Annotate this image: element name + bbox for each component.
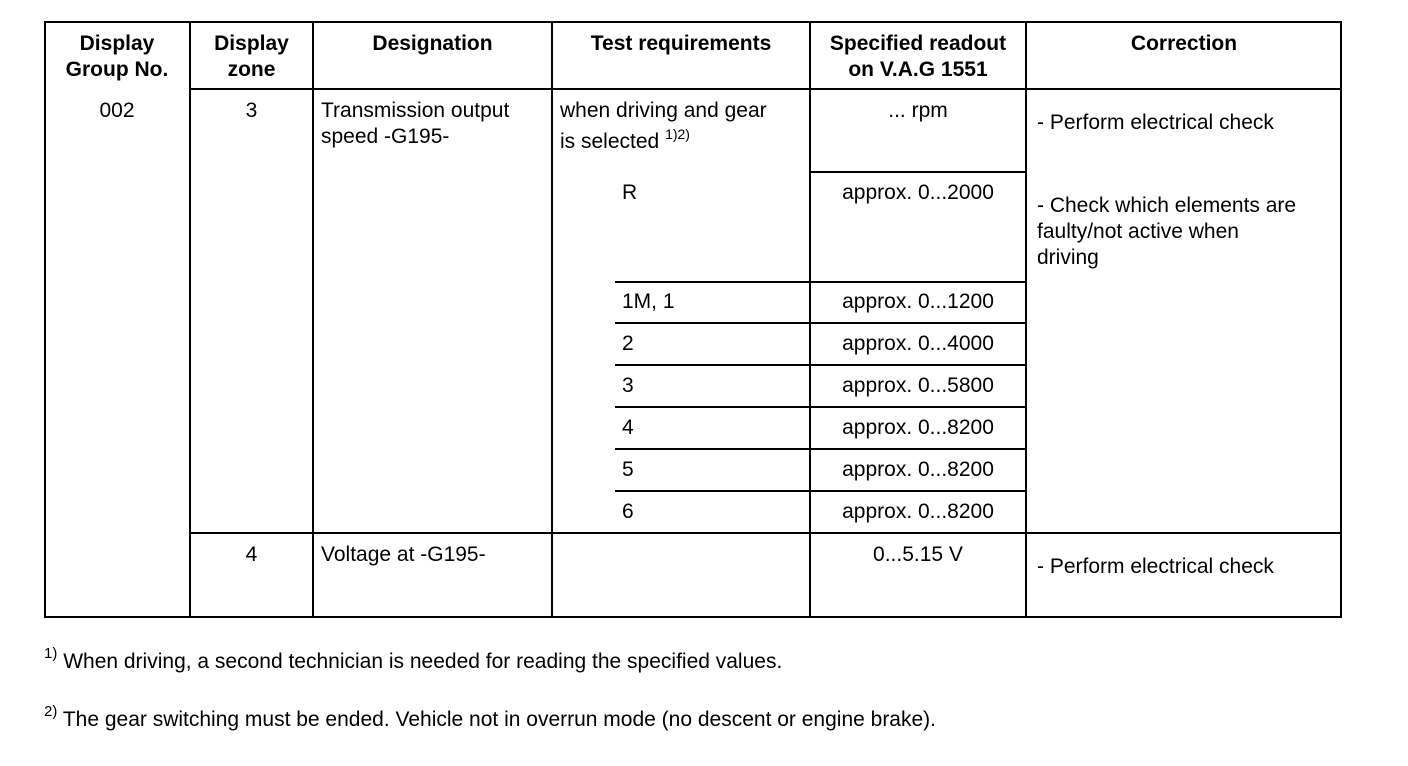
test-condition-line2-text: is selected xyxy=(560,130,660,153)
gear-sep-1 xyxy=(615,281,1026,283)
gear-sep-2 xyxy=(615,322,1026,324)
header-test-requirements: Test requirements xyxy=(590,32,772,55)
gear-label-4: 4 xyxy=(622,416,634,439)
footnote-2 xyxy=(44,703,936,733)
col-sep-3 xyxy=(551,21,553,618)
gear-value-r: approx. 0...2000 xyxy=(842,181,994,204)
correction-electrical-check-1: - Perform electrical check xyxy=(1037,111,1274,134)
gear-label-1m-1: 1M, 1 xyxy=(622,290,675,313)
footnote-1-mark: 1) xyxy=(44,645,58,662)
designation-line1: Transmission output xyxy=(321,99,510,122)
zone-3-number: 3 xyxy=(245,99,258,122)
footnote-2-mark: 2) xyxy=(44,703,58,720)
gear-value-3: approx. 0...5800 xyxy=(842,374,994,397)
test-condition-line1: when driving and gear xyxy=(560,99,767,122)
gear-label-6: 6 xyxy=(622,500,634,523)
header-bottom-line xyxy=(190,88,1342,90)
header-readout-line1: Specified readout xyxy=(829,32,1007,55)
designation-transmission-output-speed xyxy=(321,98,509,150)
gear-value-1m-1: approx. 0...1200 xyxy=(842,290,994,313)
header-correction: Correction xyxy=(1130,32,1238,55)
designation-voltage-g195: Voltage at -G195- xyxy=(321,543,486,566)
header-display-group-line1: Display xyxy=(79,32,155,55)
header-display-group-line2: Group No. xyxy=(65,58,169,81)
group-number: 002 xyxy=(99,99,135,122)
header-display-zone-line2: zone xyxy=(227,58,276,81)
correction-electrical-check-2: - Perform electrical check xyxy=(1037,555,1274,578)
gear-value-6: approx. 0...8200 xyxy=(842,500,994,523)
header-designation: Designation xyxy=(372,32,493,55)
gear-value-5: approx. 0...8200 xyxy=(842,458,994,481)
correction-check-line3: driving xyxy=(1037,246,1099,269)
header-display-group xyxy=(44,23,190,83)
correction-check-line2: faulty/not active when xyxy=(1037,220,1239,243)
readout-voltage: 0...5.15 V xyxy=(873,543,963,566)
header-display-zone-line1: Display xyxy=(214,32,289,55)
test-condition-line2 xyxy=(560,126,767,155)
gear-label-2: 2 xyxy=(622,332,634,355)
footnote-2-text: The gear switching must be ended. Vehicle not in overrun mode (no descent or engine brake). xyxy=(62,708,936,731)
gear-sep-3 xyxy=(615,364,1026,366)
gear-sep-4 xyxy=(615,406,1026,408)
designation-line2: speed -G195- xyxy=(321,125,450,148)
correction-check-line1: - Check which elements are xyxy=(1037,194,1297,217)
gear-value-4: approx. 0...8200 xyxy=(842,416,994,439)
row-sep-zone4 xyxy=(190,532,1342,534)
gear-label-5: 5 xyxy=(622,458,634,481)
readout-sep-rpm xyxy=(810,171,1026,173)
readout-rpm-header: ... rpm xyxy=(888,99,948,122)
footnote-marker-sup: 1)2) xyxy=(665,126,690,142)
footnote-1-text: When driving, a second technician is needed for reading the specified values. xyxy=(63,650,783,673)
header-readout-line2: on V.A.G 1551 xyxy=(848,58,988,81)
header-display-zone xyxy=(190,23,313,83)
gear-sep-5 xyxy=(615,448,1026,450)
gear-label-r: R xyxy=(622,181,638,204)
gear-sep-6 xyxy=(615,490,1026,492)
correction-check-elements xyxy=(1037,193,1296,271)
zone-4-number: 4 xyxy=(245,543,258,566)
header-specified-readout xyxy=(810,23,1026,83)
gear-value-2: approx. 0...4000 xyxy=(842,332,994,355)
gear-label-3: 3 xyxy=(622,374,634,397)
test-condition xyxy=(560,98,767,155)
footnote-1 xyxy=(44,645,783,675)
